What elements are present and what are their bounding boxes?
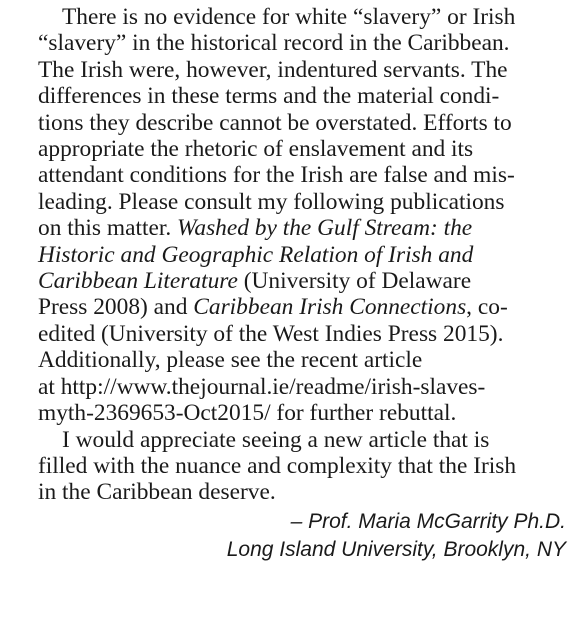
text-line: appropriate the rhetoric of enslavement and its xyxy=(38,136,474,163)
letter-paragraph-2 xyxy=(38,427,568,506)
text-line: “slavery” in the historical record in the Caribbean. xyxy=(38,30,510,57)
book-title-washed-by-the-gulf-stream-end: Caribbean Literature xyxy=(38,268,238,295)
text-segment: , co- xyxy=(466,294,508,321)
text-line: leading. Please consult my following publications xyxy=(38,188,505,215)
text-line: in the Caribbean deserve. xyxy=(38,479,276,506)
text-line: The Irish were, however, indentured servants. The xyxy=(38,56,508,83)
signature-block xyxy=(38,508,568,564)
letter-to-editor xyxy=(38,4,568,564)
text-line: edited (University of the West Indies Press 2015). xyxy=(38,320,504,347)
text-line: differences in these terms and the material condi- xyxy=(38,83,500,110)
text-line: There is no evidence for white “slavery” or Irish xyxy=(62,4,516,30)
text-line: tions they describe cannot be overstated. Efforts to xyxy=(38,109,512,136)
letter-paragraph-1 xyxy=(38,4,568,427)
text-line: I would appreciate seeing a new article that is xyxy=(62,426,490,453)
text-segment: on this matter. xyxy=(38,215,178,242)
text-line: attendant conditions for the Irish are false and mis- xyxy=(38,162,515,189)
text-segment: (University of Delaware xyxy=(237,268,472,295)
text-segment: Press 2008) and xyxy=(38,294,194,321)
book-title-washed-by-the-gulf-stream-continued: Historic and Geographic Relation of Irish and xyxy=(38,241,474,268)
text-line: filled with the nuance and complexity that the Irish xyxy=(38,452,517,479)
text-line xyxy=(38,294,568,320)
text-line-url-end: myth-2369653-Oct2015/ for further rebuttal. xyxy=(38,400,457,427)
book-title-caribbean-irish-connections: Caribbean Irish Connections xyxy=(193,294,467,321)
author-affiliation: Long Island University, Brooklyn, NY xyxy=(226,537,566,561)
text-line-url: at http://www.thejournal.ie/readme/irish-slaves- xyxy=(38,373,486,400)
text-line xyxy=(38,215,568,241)
text-line xyxy=(38,268,568,294)
text-line: Additionally, please see the recent article xyxy=(38,347,423,374)
author-name: – Prof. Maria McGarrity Ph.D. xyxy=(290,509,566,533)
book-title-washed-by-the-gulf-stream: Washed by the Gulf Stream: the xyxy=(177,215,473,242)
